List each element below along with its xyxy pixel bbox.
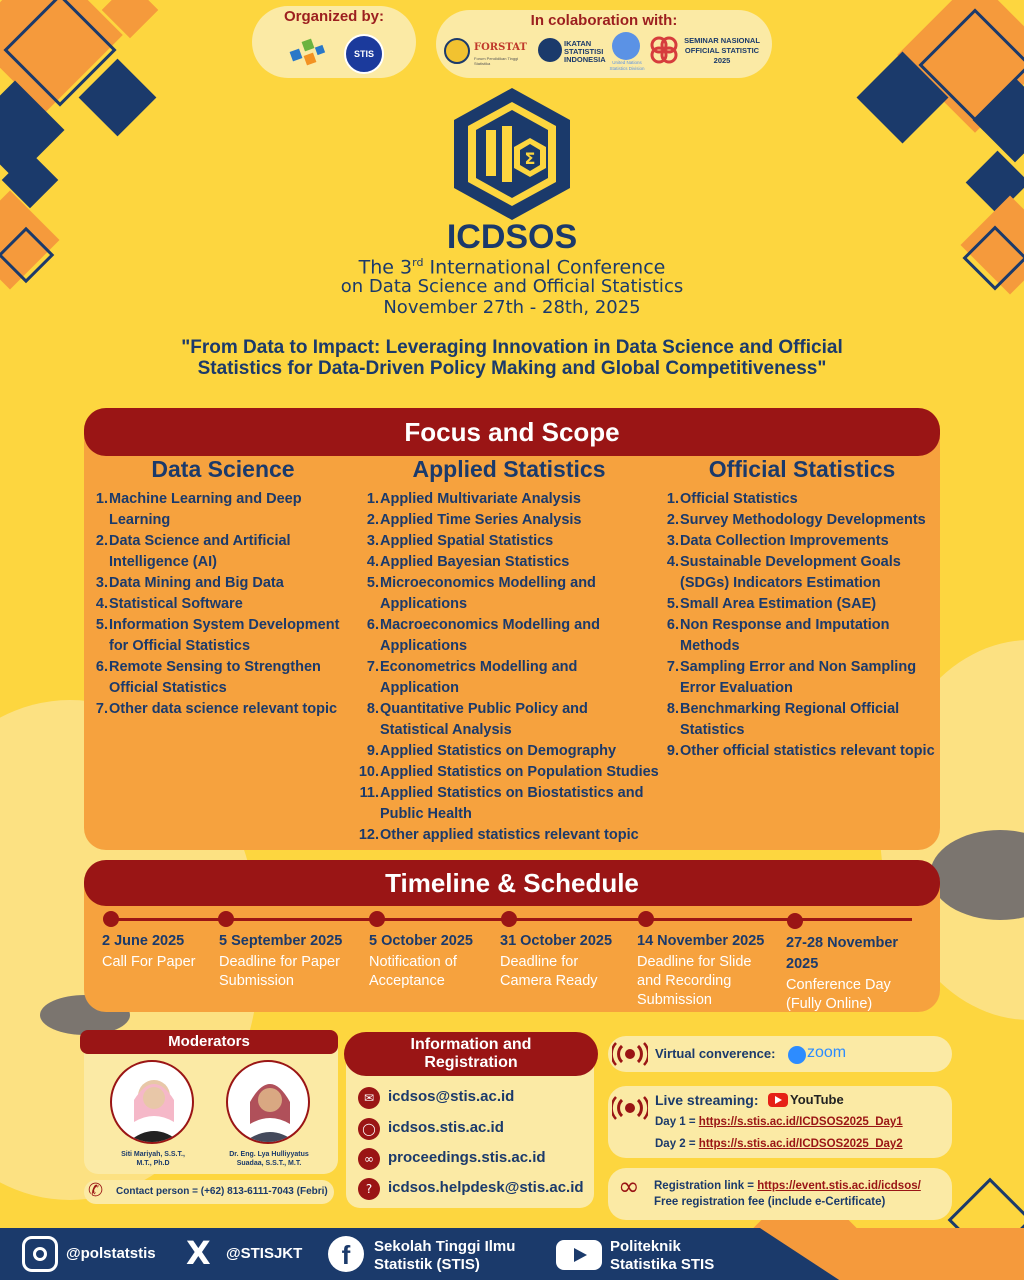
list-item-text: Applied Time Series Analysis [380, 512, 582, 528]
col-data-science [94, 456, 352, 720]
forstat-subtext: Forum Pendidikan Tinggi Statistika [474, 56, 519, 66]
timeline-date: 14 November 2025 [637, 933, 765, 949]
email-icon: ✉ [358, 1087, 380, 1109]
youtube-line1[interactable]: Politeknik [610, 1238, 681, 1255]
list-item-number: 9. [366, 743, 379, 759]
organized-by-label: Organized by: [283, 8, 384, 25]
timeline-desc: Conference Day [786, 977, 891, 993]
timeline-date: 2 June 2025 [102, 933, 185, 949]
list-item-number: 3. [366, 533, 379, 549]
youtube-footer-icon[interactable] [556, 1240, 602, 1270]
semnas-text: SEMINAR NASIONAL OFFICIAL STATISTIC 2025 [684, 36, 760, 65]
list-item-number: 4. [95, 596, 108, 612]
focus-scope-title: Focus and Scope [84, 408, 940, 456]
timeline-dot [787, 913, 803, 929]
un-text: United Nations Statistics Division [609, 60, 645, 71]
contact-person: Contact person = (+62) 813-6111-7043 (Febri) [116, 1186, 328, 1197]
list-item-text: Statistical Software [109, 596, 243, 612]
list-item-text: Applications [380, 638, 468, 654]
moderator-photo-2 [226, 1060, 310, 1144]
list-item-text: Error Evaluation [680, 680, 793, 696]
list-item [356, 573, 662, 615]
list-item-number: 2. [666, 512, 679, 528]
day1-link[interactable]: https://s.stis.ac.id/ICDSOS2025_Day1 [698, 1116, 903, 1128]
list-item-number: 1. [95, 491, 108, 507]
bps-logo [288, 34, 328, 70]
list-item-number: 1. [666, 491, 679, 507]
list-item-text: Public Health [380, 806, 472, 822]
list-item-number: 6. [666, 617, 679, 633]
broadcast-icon [612, 1042, 648, 1066]
moderator-photo-1 [110, 1060, 194, 1144]
youtube-label: YouTube [790, 1092, 844, 1107]
moderator-2-title: Suadaa, S.S.T., M.T. [236, 1160, 302, 1167]
list-item-text: Applied Spatial Statistics [380, 533, 554, 549]
list-item-text: Application [380, 680, 459, 696]
list-item [356, 531, 662, 552]
list-item-number: 1. [366, 491, 379, 507]
registration-label: Registration link = [654, 1180, 758, 1192]
list-item-text: Intelligence (AI) [109, 554, 217, 570]
list-item [356, 762, 662, 783]
list-item [664, 699, 940, 741]
info-title [344, 1032, 598, 1076]
day2-row [655, 1138, 903, 1150]
x-handle[interactable]: @STISJKT [226, 1245, 303, 1262]
timeline-date: 5 September 2025 [219, 933, 343, 949]
timeline-date: 2025 [786, 956, 819, 972]
forstat-logo [444, 38, 470, 64]
timeline-dot [638, 911, 654, 927]
list-item-number: 7. [666, 659, 679, 675]
list-item-number: 5. [666, 596, 679, 612]
list-item-text: Macroeconomics Modelling and [380, 617, 600, 633]
phone-icon: ✆ [88, 1180, 104, 1201]
day2-link[interactable]: https://s.stis.ac.id/ICDSOS2025_Day2 [698, 1138, 903, 1150]
zoom-label: zoom [807, 1044, 847, 1061]
timeline-dot [501, 911, 517, 927]
timeline-desc: Call For Paper [102, 954, 196, 970]
list-item [356, 552, 662, 573]
applied-statistics-list [356, 489, 662, 846]
col-official-statistics [664, 456, 940, 762]
theme-line1: "From Data to Impact: Leveraging Innovation in Data Science and Official [181, 337, 843, 358]
list-item [356, 699, 662, 741]
timeline-dot [103, 911, 119, 927]
list-item-number: 8. [666, 701, 679, 717]
conference-name-pre: The 3 [358, 256, 413, 279]
list-item-text: Applications [380, 596, 468, 612]
moderator-2-name: Dr. Eng. Lya Hulliyyatus [229, 1151, 309, 1158]
info-title-line2: Registration [424, 1054, 518, 1071]
data-science-list [94, 489, 352, 720]
stis-logo-text: STIS [353, 49, 374, 59]
isi-logo [538, 38, 562, 62]
registration-row [654, 1180, 921, 1192]
list-item [94, 657, 352, 699]
timeline-desc: Acceptance [369, 973, 445, 989]
list-item [94, 573, 352, 594]
list-item [356, 615, 662, 657]
timeline-desc: Notification of [369, 954, 457, 970]
timeline-desc: Submission [219, 973, 294, 989]
list-item-text: Information System Development [109, 617, 340, 633]
list-item [94, 594, 352, 615]
icdsos-logo [450, 86, 574, 222]
svg-text:Σ: Σ [524, 149, 536, 168]
instagram-handle[interactable]: @polstatstis [66, 1245, 156, 1262]
virtual-label: Virtual converence: [655, 1046, 776, 1061]
list-item [664, 531, 940, 552]
list-item-number: 12. [358, 827, 379, 843]
list-item-text: Other applied statistics relevant topic [380, 827, 639, 843]
list-item [356, 489, 662, 510]
day1-label: Day 1 = [655, 1116, 699, 1128]
stis-logo [344, 34, 384, 74]
youtube-icon [768, 1093, 788, 1107]
list-item-number: 4. [366, 554, 379, 570]
x-icon[interactable]: X [186, 1234, 211, 1272]
conference-name-line1 [0, 256, 1024, 278]
collaboration-label: In colaboration with: [530, 12, 678, 29]
list-item [94, 489, 352, 531]
list-item-text: Sustainable Development Goals [680, 554, 901, 570]
helpdesk-link[interactable]: icdsos.helpdesk@stis.ac.id [388, 1179, 584, 1196]
list-item-text: Applied Statistics on Biostatistics and [380, 785, 644, 801]
list-item [94, 615, 352, 657]
list-item-text: Official Statistics [680, 491, 798, 507]
list-item-text: Benchmarking Regional Official [680, 701, 900, 717]
facebook-icon[interactable]: f [328, 1236, 364, 1272]
list-item [664, 552, 940, 594]
facebook-line1[interactable]: Sekolah Tinggi Ilmu [374, 1238, 516, 1255]
list-item-text: Remote Sensing to Strengthen [109, 659, 321, 675]
timeline-item [219, 932, 342, 991]
collaboration-pill [436, 10, 772, 78]
timeline-date: 5 October 2025 [369, 933, 473, 949]
proceedings-link[interactable]: proceedings.stis.ac.id [388, 1149, 546, 1166]
list-item-text: Methods [680, 638, 740, 654]
list-item-text: Small Area Estimation (SAE) [680, 596, 877, 612]
list-item-number: 7. [95, 701, 108, 717]
list-item-text: Data Mining and Big Data [109, 575, 284, 591]
timeline-item [786, 934, 898, 1014]
list-item-text: Applied Multivariate Analysis [380, 491, 581, 507]
list-item [94, 531, 352, 573]
list-item [664, 741, 940, 762]
list-item [664, 510, 940, 531]
data-science-title: Data Science [151, 456, 295, 482]
timeline-item [500, 932, 612, 991]
semnas-logo [650, 36, 678, 64]
youtube-line2[interactable]: Statistika STIS [610, 1256, 715, 1273]
timeline-desc: Camera Ready [500, 973, 598, 989]
list-item-text: Microeconomics Modelling and [380, 575, 596, 591]
website-link[interactable]: icdsos.stis.ac.id [388, 1119, 504, 1136]
info-title-line1: Information and [410, 1036, 532, 1053]
timeline-desc: Deadline for [500, 954, 579, 970]
list-item-text: Applied Statistics on Demography [380, 743, 617, 759]
live-label: Live streaming: [655, 1092, 759, 1108]
list-item-text: Official Statistics [109, 680, 227, 696]
acronym: ICDSOS [446, 218, 578, 256]
official-statistics-list [664, 489, 940, 762]
list-item-text: Survey Methodology Developments [680, 512, 926, 528]
list-item [356, 783, 662, 825]
list-item-text: (SDGs) Indicators Estimation [680, 575, 881, 591]
list-item-text: Other data science relevant topic [109, 701, 338, 717]
zoom-icon [788, 1046, 806, 1064]
list-item [356, 825, 662, 846]
list-item [356, 741, 662, 762]
registration-note: Free registration fee (include e-Certificate) [654, 1196, 886, 1208]
list-item-text: for Official Statistics [109, 638, 251, 654]
official-statistics-title: Official Statistics [708, 456, 896, 482]
list-item-number: 11. [359, 785, 379, 801]
list-item-number: 5. [95, 617, 108, 633]
list-item-text: Sampling Error and Non Sampling [680, 659, 917, 675]
applied-statistics-title: Applied Statistics [412, 456, 606, 482]
list-item-text: Data Science and Artificial [109, 533, 291, 549]
conference-name-line2: on Data Science and Official Statistics [340, 276, 684, 297]
facebook-line2[interactable]: Statistik (STIS) [374, 1256, 480, 1273]
timeline-item [369, 932, 473, 991]
list-item-text: Learning [109, 512, 171, 528]
instagram-icon[interactable] [22, 1236, 58, 1272]
list-item-text: Applied Bayesian Statistics [380, 554, 570, 570]
list-item [356, 657, 662, 699]
list-item-text: Statistics [680, 722, 745, 738]
timeline-desc: Deadline for Slide [637, 954, 752, 970]
list-item-text: Statistical Analysis [380, 722, 512, 738]
registration-link[interactable]: https://event.stis.ac.id/icdsos/ [757, 1180, 921, 1192]
list-item [664, 615, 940, 657]
globe-icon: ◯ [358, 1118, 380, 1140]
day2-label: Day 2 = [655, 1138, 699, 1150]
timeline-date: 31 October 2025 [500, 933, 613, 949]
timeline-date: 27-28 November [786, 935, 899, 951]
moderators-title: Moderators [80, 1030, 338, 1054]
list-item-number: 9. [666, 743, 679, 759]
list-item-number: 2. [366, 512, 379, 528]
list-item-text: Data Collection Improvements [680, 533, 889, 549]
email-link[interactable]: icdsos@stis.ac.id [388, 1088, 515, 1105]
timeline-item [102, 932, 195, 972]
un-logo [612, 32, 640, 60]
list-item-number: 5. [366, 575, 379, 591]
list-item-number: 4. [666, 554, 679, 570]
question-icon: ? [358, 1178, 380, 1200]
conference-name-post: International Conference [423, 256, 666, 279]
list-item-number: 3. [95, 575, 108, 591]
timeline-desc: Submission [637, 992, 712, 1008]
conference-name-sup: rd [412, 256, 424, 269]
timeline-dot [369, 911, 385, 927]
list-item [94, 699, 352, 720]
list-item-number: 6. [366, 617, 379, 633]
list-item [664, 594, 940, 615]
timeline-title: Timeline & Schedule [84, 860, 940, 906]
list-item-number: 6. [95, 659, 108, 675]
list-item-text: Non Response and Imputation [680, 617, 890, 633]
timeline-desc: and Recording [637, 973, 732, 989]
timeline-dot [218, 911, 234, 927]
list-item [664, 657, 940, 699]
chain-link-icon: ∞ [618, 1172, 640, 1202]
moderator-1-title: M.T., Ph.D [136, 1160, 170, 1167]
isi-text: IKATAN STATISTISI INDONESIA [564, 39, 606, 64]
list-item-number: 10. [358, 764, 379, 780]
list-item-text: Econometrics Modelling and [380, 659, 578, 675]
list-item [356, 510, 662, 531]
list-item-number: 7. [366, 659, 379, 675]
timeline-desc: (Fully Online) [786, 996, 873, 1012]
link-icon: ∞ [358, 1148, 380, 1170]
day1-row [655, 1116, 903, 1128]
list-item-text: Machine Learning and Deep [109, 491, 302, 507]
organizer-pill [252, 6, 416, 78]
list-item-text: Quantitative Public Policy and [380, 701, 588, 717]
moderator-1-name: Siti Mariyah, S.S.T., [121, 1151, 185, 1158]
timeline-item [637, 932, 764, 1010]
registration-card [608, 1168, 952, 1220]
list-item-text: Other official statistics relevant topic [680, 743, 935, 759]
forstat-text: FORSTAT [474, 42, 527, 53]
conference-dates: November 27th - 28th, 2025 [383, 297, 641, 318]
timeline-desc: Deadline for Paper [219, 954, 340, 970]
list-item-text: Applied Statistics on Population Studies [380, 764, 659, 780]
list-item [664, 489, 940, 510]
list-item-number: 3. [666, 533, 679, 549]
list-item-number: 8. [366, 701, 379, 717]
list-item-number: 2. [95, 533, 108, 549]
theme-line2: Statistics for Data-Driven Policy Making and Global Competitiveness" [197, 358, 827, 379]
col-applied-statistics [356, 456, 662, 846]
broadcast-icon [612, 1096, 648, 1120]
